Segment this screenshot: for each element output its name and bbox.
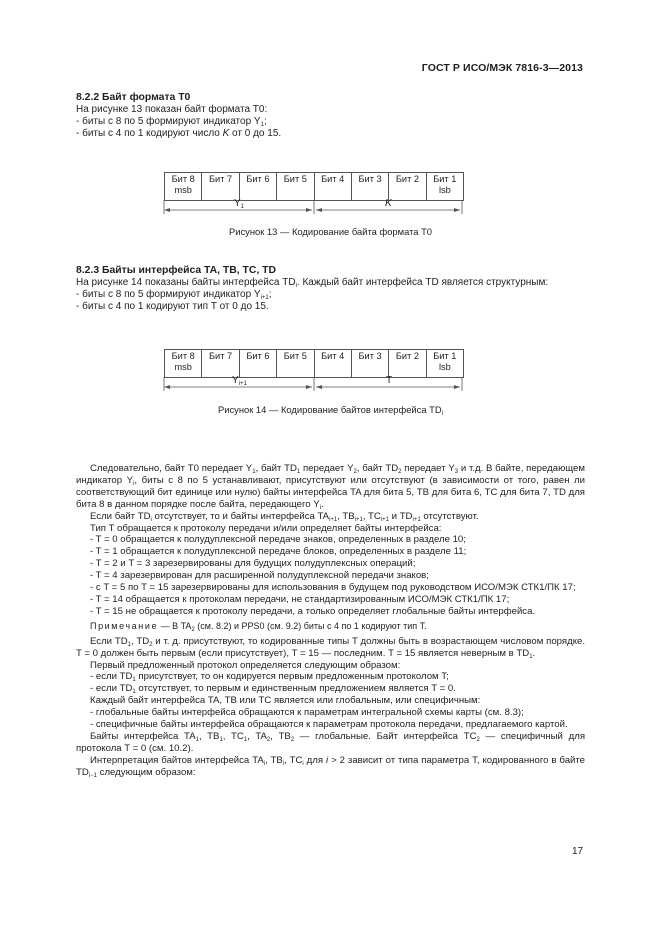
paragraph: Если байт $TD_i$ отсутствует, то и байты интерфейса $TA_{i+1}$, $TB_{i+1}$, $TC_{i+1}$ и $TD_{i+1}$ отсутствуют.	[90, 510, 479, 523]
bit-cell: Бит 6	[240, 173, 277, 200]
bit-cell: Бит 2	[389, 173, 426, 200]
section-8-2-2	[76, 91, 585, 141]
paragraph: Если $TD_1$, $TD_2$ и т. д. присутствуют, то кодированные типы T должны быть в возрастающем числовом порядке. T = 0 должен быть первым (если присутствует), T = 15 — последним. T = 15 является неверным в $TD_1$.	[76, 635, 586, 660]
list-item: - T = 4 зарезервирован для расширенной полудуплексной передачи знаков;	[90, 570, 429, 582]
list-item: - биты с 4 по 1 кодируют тип T от 0 до 15.	[76, 301, 269, 313]
paragraph: Первый предложенный протокол определяется следующим образом:	[90, 659, 401, 671]
bit-cell: Бит 6	[240, 350, 277, 377]
list-item: - T = 15 не обращается к протоколу передачи, а только определяет глобальные байты интерфейса.	[90, 605, 536, 617]
list-item: - с T = 5 по T = 15 зарезервированы для использования в будущем под руководством ИСО/МЭК СТК1/ПК 17;	[90, 582, 576, 594]
bit-cell: Бит 2	[389, 350, 426, 377]
list-item: - биты с 4 по 1 кодируют число K от 0 до 15.	[76, 128, 282, 140]
paragraph: Интерпретация байтов интерфейса $TA_i$, $TB_i$, $TC_i$ для i > 2 зависит от типа параметра T, кодированного в байте $TD_{i-1}$ следующим образом:	[76, 754, 586, 779]
figure-13-right-label: K	[385, 198, 392, 209]
paragraph: Следовательно, байт T0 передает $Y_1$, байт $TD_1$ передает $Y_2$, байт $TD_2$ передает $Y_3$ и т.д. В байте, передающем индикатор $Y_i$, биты с 8 по 5 устанавливают, присутствуют или отсутствуют (в зависимости от того, равен ли соответствующий бит единице или нулю) байты интерфейса TA для бита 5, TB для бита 6, TC для бита 7, TD для бита 8 в данном порядке после байта, передающего $Y_i$.	[76, 463, 585, 511]
bit-cell: Бит 1 lsb	[433, 174, 457, 195]
list-item: - T = 0 обращается к полудуплексной передаче знаков, определенных в разделе 10;	[90, 534, 466, 546]
bit-cell: Бит 1 lsb	[433, 351, 457, 372]
bit-cell: Бит 8 msb	[165, 173, 202, 200]
list-item: - специфичные байты интерфейса обращаются к параметрам протокола передачи, предлагаемого картой.	[90, 719, 568, 731]
page-header: ГОСТ Р ИСО/МЭК 7816-3—2013	[421, 62, 583, 74]
figure-13-left-label: $Y_1$	[234, 198, 245, 210]
figure-13-caption: Рисунок 13 — Кодирование байта формата T0	[228, 226, 433, 237]
bit-cell: Бит 3	[352, 350, 389, 377]
bit-cell: Бит 8 msb	[165, 350, 202, 377]
figure-13-bit-table	[164, 172, 464, 201]
list-item: - глобальные байты интерфейса обращаются к параметрам интегральной схемы карты (см. 8.3);	[90, 707, 524, 719]
bit-cell: Бит 3	[352, 173, 389, 200]
body-text	[76, 463, 585, 779]
paragraph: На рисунке 14 показаны байты интерфейса $TD_i$. Каждый байт интерфейса TD является структурным:	[76, 277, 549, 289]
list-item: - биты с 8 по 5 формируют индикатор $Y_1$;	[76, 116, 267, 129]
bit-cell: Бит 5	[277, 173, 314, 200]
paragraph: Каждый байт интерфейса TA, TB или TC является или глобальным, или специфичным:	[90, 695, 481, 707]
list-item: - если $TD_1$ отсутствует, то первым и единственным предложением является T = 0.	[90, 683, 456, 696]
list-item: - T = 2 и T = 3 зарезервированы для будущих полудуплексных операций;	[90, 558, 416, 570]
paragraph: На рисунке 13 показан байт формата T0:	[76, 104, 268, 115]
section-8-2-3	[76, 264, 585, 314]
bit-cell: Бит 5	[277, 350, 314, 377]
section-heading: 8.2.3 Байты интерфейса TA, TB, TC, TD	[76, 265, 277, 276]
list-item: - если $TD_1$ присутствует, то он кодируется первым предложенным протоколом T;	[90, 671, 449, 684]
section-heading: 8.2.2 Байт формата T0	[76, 92, 191, 103]
bit-cell: Бит 7	[202, 350, 239, 377]
bit-cell: Бит 7	[202, 173, 239, 200]
page-number: 17	[572, 846, 584, 857]
figure-14-bit-table	[164, 349, 464, 378]
bit-cell: Бит 4	[315, 350, 352, 377]
list-item: - T = 1 обращается к полудуплексной передаче блоков, определенных в разделе 11;	[90, 546, 467, 558]
list-item: - биты с 8 по 5 формируют индикатор $Y_{i+1}$;	[76, 289, 272, 302]
figure-14-caption: Рисунок 14 — Кодирование байтов интерфейса $TD_i$	[217, 404, 444, 417]
paragraph: Тип T обращается к протоколу передачи и/или определяет байты интерфейса:	[90, 522, 442, 534]
paragraph: Байты интерфейса $TA_1$, $TB_1$, $TC_1$, $TA_2$, $TB_2$ — глобальные. Байт интерфейса $TC_2$ — специфичный для протокола T = 0 (см. 10.2).	[76, 730, 586, 754]
bit-cell: Бит 4	[315, 173, 352, 200]
figure-14-right-label: T	[386, 375, 393, 386]
list-item: - T = 14 обращается к протоколам передачи, не стандартизированным ИСО/МЭК СТК1/ПК 17;	[90, 593, 510, 605]
figure-14-left-label: $Y_{i+1}$	[232, 375, 247, 387]
note: Примечание — В $TA_2$ (см. 8.2) и PPS0 (см. 9.2) биты с 4 по 1 кодируют тип T.	[90, 620, 427, 633]
